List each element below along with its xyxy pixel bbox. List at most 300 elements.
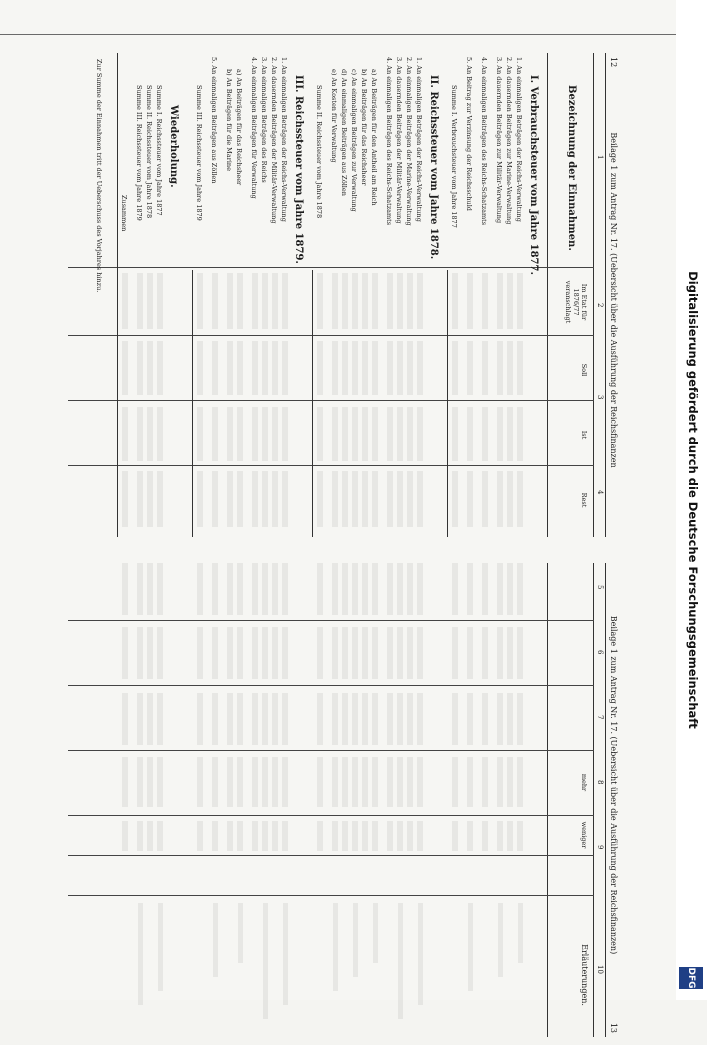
illegible-figure xyxy=(122,563,128,615)
illegible-figure xyxy=(467,821,473,851)
illegible-figure xyxy=(237,563,243,615)
illegible-figure xyxy=(362,627,368,679)
recap-line: Summe II. Reichssteuer vom Jahre 1878 xyxy=(145,85,153,219)
illegible-figure xyxy=(252,693,258,745)
illegible-figure xyxy=(197,563,203,615)
funding-note: Digitalisierung gefördert durch die Deutsche Forschungsgemeinschaft xyxy=(686,271,700,729)
illegible-figure xyxy=(407,273,413,329)
illegible-figure xyxy=(387,341,393,395)
illegible-figure xyxy=(417,693,423,745)
illegible-figure xyxy=(147,627,153,679)
illegible-figure xyxy=(362,757,368,807)
illegible-figure xyxy=(352,821,358,851)
illegible-figure xyxy=(157,693,163,745)
line-item: 3. An einmaligen Beträgen des Reichs xyxy=(260,57,268,183)
illegible-figure xyxy=(137,341,143,395)
illegible-figure xyxy=(317,693,323,745)
illegible-figure xyxy=(272,821,278,851)
illegible-figure xyxy=(317,821,323,851)
illegible-figure xyxy=(332,821,338,851)
illegible-figure xyxy=(157,471,163,527)
illegible-figure xyxy=(282,627,288,679)
illegible-figure xyxy=(227,273,233,329)
illegible-figure xyxy=(122,627,128,679)
illegible-figure xyxy=(122,693,128,745)
column-number: 6 xyxy=(596,650,604,655)
column-divider xyxy=(68,750,594,751)
column-number: 9 xyxy=(596,845,604,850)
illegible-figure xyxy=(387,407,393,461)
line-item: a) An Beiträgen für den Antheil am Reich xyxy=(370,69,378,206)
illegible-figure xyxy=(282,273,288,329)
illegible-figure xyxy=(122,471,128,527)
section-sum: Summe II. Reichssteuer vom Jahre 1878 xyxy=(315,85,323,219)
illegible-figure xyxy=(342,693,348,745)
illegible-figure xyxy=(212,693,218,745)
illegible-figure xyxy=(482,693,488,745)
illegible-figure xyxy=(352,341,358,395)
right-running-head xyxy=(607,567,618,1033)
header-bottom-rule xyxy=(547,563,548,1037)
left-page-number: 12 xyxy=(609,57,618,68)
illegible-figure xyxy=(407,821,413,851)
illegible-figure xyxy=(212,757,218,807)
right-page xyxy=(28,555,648,1045)
illegible-figure xyxy=(342,563,348,615)
line-item: 4. An einmaligen Beiträgen des Reichs-Schatzamts xyxy=(480,57,488,226)
illegible-figure xyxy=(272,273,278,329)
illegible-figure xyxy=(352,471,358,527)
erlaeuterungen-header: Erläuterungen. xyxy=(580,944,589,1006)
illegible-figure xyxy=(147,821,153,851)
illegible-figure xyxy=(372,757,378,807)
illegible-remark xyxy=(353,903,358,977)
illegible-figure xyxy=(212,273,218,329)
illegible-figure xyxy=(197,273,203,329)
illegible-remark xyxy=(418,903,423,1005)
illegible-figure xyxy=(282,407,288,461)
illegible-figure xyxy=(397,627,403,679)
illegible-figure xyxy=(362,471,368,527)
illegible-figure xyxy=(507,821,513,851)
illegible-figure xyxy=(157,821,163,851)
illegible-figure xyxy=(507,341,513,395)
illegible-figure xyxy=(122,757,128,807)
illegible-figure xyxy=(252,821,258,851)
illegible-figure xyxy=(272,693,278,745)
illegible-figure xyxy=(387,627,393,679)
illegible-figure xyxy=(407,471,413,527)
illegible-figure xyxy=(497,693,503,745)
illegible-figure xyxy=(317,757,323,807)
illegible-figure xyxy=(482,273,488,329)
illegible-figure xyxy=(517,627,523,679)
line-item: b) An Beiträgen für das Reichsheer xyxy=(360,69,368,186)
illegible-figure xyxy=(262,627,268,679)
illegible-figure xyxy=(237,273,243,329)
right-header-text: Beilage 1 zum Antrag Nr. 17. (Uebersicht über die Ausführung der Reichsfinanzen) xyxy=(609,615,618,955)
illegible-figure xyxy=(387,821,393,851)
illegible-figure xyxy=(482,627,488,679)
illegible-figure xyxy=(332,563,338,615)
illegible-figure xyxy=(497,471,503,527)
line-item: 2. An dauernden Beiträgen der Militär-Verwaltung xyxy=(270,57,278,224)
illegible-figure xyxy=(517,471,523,527)
recap-line: Summe I. Reichssteuer vom Jahre 1877 xyxy=(155,85,163,216)
illegible-figure xyxy=(397,693,403,745)
column-divider xyxy=(68,855,594,856)
illegible-figure xyxy=(372,407,378,461)
illegible-figure xyxy=(352,407,358,461)
column-divider xyxy=(68,335,594,336)
illegible-figure xyxy=(342,341,348,395)
illegible-figure xyxy=(272,407,278,461)
illegible-figure xyxy=(407,341,413,395)
illegible-figure xyxy=(317,273,323,329)
illegible-figure xyxy=(387,273,393,329)
illegible-remark xyxy=(213,903,218,977)
illegible-figure xyxy=(157,273,163,329)
illegible-figure xyxy=(452,407,458,461)
table-bottom-rule xyxy=(117,53,118,537)
illegible-figure xyxy=(362,407,368,461)
illegible-figure xyxy=(467,407,473,461)
illegible-figure xyxy=(262,821,268,851)
illegible-figure xyxy=(517,821,523,851)
column-number: 8 xyxy=(596,780,604,785)
illegible-figure xyxy=(197,471,203,527)
illegible-figure xyxy=(147,407,153,461)
illegible-figure xyxy=(237,627,243,679)
illegible-figure xyxy=(362,821,368,851)
illegible-figure xyxy=(282,757,288,807)
illegible-figure xyxy=(122,273,128,329)
column-number: 1 xyxy=(596,155,604,160)
column-number: 7 xyxy=(596,715,604,720)
illegible-figure xyxy=(237,407,243,461)
illegible-figure xyxy=(212,471,218,527)
table-top-rule xyxy=(605,53,606,537)
illegible-figure xyxy=(342,471,348,527)
dfg-logo xyxy=(679,967,703,989)
line-item: 3. An dauernden Beiträgen zur Militär-Verwaltung xyxy=(495,57,503,224)
illegible-figure xyxy=(507,407,513,461)
illegible-figure xyxy=(452,563,458,615)
illegible-figure xyxy=(497,563,503,615)
illegible-figure xyxy=(397,563,403,615)
illegible-figure xyxy=(237,471,243,527)
illegible-figure xyxy=(372,341,378,395)
section-sum: Summe III. Reichssteuer vom Jahre 1879 xyxy=(195,85,203,221)
illegible-figure xyxy=(317,471,323,527)
line-item: c) An einmaligen Beiträgen zur Verwaltung xyxy=(350,69,358,212)
line-item: 2. An dauernden Beiträgen zur Marine-Verwaltung xyxy=(505,57,513,225)
illegible-figure xyxy=(497,821,503,851)
illegible-figure xyxy=(317,407,323,461)
rotated-table-spread xyxy=(28,45,648,1045)
illegible-figure xyxy=(417,341,423,395)
illegible-figure xyxy=(507,471,513,527)
illegible-figure xyxy=(197,693,203,745)
illegible-figure xyxy=(282,693,288,745)
illegible-figure xyxy=(262,471,268,527)
illegible-figure xyxy=(282,341,288,395)
section-title: III. Reichssteuer vom Jahre 1879. xyxy=(293,75,304,264)
bezeichnung-header: Bezeichnung der Einnahmen. xyxy=(566,85,577,251)
illegible-figure xyxy=(397,471,403,527)
illegible-figure xyxy=(197,341,203,395)
rest-header: Rest xyxy=(580,492,588,508)
section-title: I. Verbrauchsteuer vom Jahre 1877. xyxy=(528,75,539,275)
illegible-figure xyxy=(497,273,503,329)
illegible-figure xyxy=(387,471,393,527)
illegible-figure xyxy=(262,407,268,461)
illegible-figure xyxy=(482,341,488,395)
illegible-figure xyxy=(157,407,163,461)
illegible-figure xyxy=(362,341,368,395)
illegible-figure xyxy=(417,273,423,329)
line-item: 5. An einmaligen Beiträgen aus Zöllen xyxy=(210,57,218,184)
illegible-figure xyxy=(517,341,523,395)
illegible-figure xyxy=(407,627,413,679)
illegible-figure xyxy=(227,471,233,527)
illegible-figure xyxy=(332,757,338,807)
illegible-figure xyxy=(352,627,358,679)
illegible-figure xyxy=(272,563,278,615)
illegible-figure xyxy=(317,627,323,679)
recap-title: Wiederholung. xyxy=(168,105,179,188)
line-item: 5. An Beitrag zur Verzinsung der Reichsschuld xyxy=(465,57,473,211)
illegible-figure xyxy=(212,627,218,679)
illegible-figure xyxy=(387,693,393,745)
illegible-figure xyxy=(227,407,233,461)
illegible-figure xyxy=(517,407,523,461)
illegible-figure xyxy=(252,627,258,679)
illegible-figure xyxy=(332,471,338,527)
illegible-figure xyxy=(352,693,358,745)
illegible-figure xyxy=(467,273,473,329)
illegible-figure xyxy=(372,273,378,329)
illegible-figure xyxy=(147,341,153,395)
illegible-figure xyxy=(282,563,288,615)
illegible-figure xyxy=(252,407,258,461)
line-item: 4. An einmaligen Beiträgen für Verwaltung xyxy=(250,57,258,199)
illegible-figure xyxy=(467,627,473,679)
illegible-figure xyxy=(397,341,403,395)
illegible-figure xyxy=(157,627,163,679)
illegible-figure xyxy=(482,563,488,615)
illegible-figure xyxy=(282,471,288,527)
column-divider xyxy=(68,895,594,896)
illegible-figure xyxy=(262,273,268,329)
illegible-figure xyxy=(417,563,423,615)
illegible-figure xyxy=(262,563,268,615)
line-item: 1. An einmaligen Beträgen der Reichs-Verwaltung xyxy=(415,57,423,222)
illegible-figure xyxy=(397,821,403,851)
illegible-remark xyxy=(238,903,243,963)
illegible-figure xyxy=(122,407,128,461)
soll-header: Soll xyxy=(580,363,588,377)
line-item: 2. An einmaligen Beiträgen der Marine-Verwaltung xyxy=(405,57,413,226)
illegible-figure xyxy=(252,757,258,807)
illegible-figure xyxy=(137,471,143,527)
illegible-figure xyxy=(197,627,203,679)
illegible-figure xyxy=(252,273,258,329)
illegible-figure xyxy=(147,693,153,745)
illegible-figure xyxy=(137,757,143,807)
illegible-figure xyxy=(482,471,488,527)
illegible-figure xyxy=(262,341,268,395)
illegible-figure xyxy=(417,757,423,807)
illegible-figure xyxy=(147,563,153,615)
illegible-figure xyxy=(137,407,143,461)
illegible-figure xyxy=(507,273,513,329)
illegible-figure xyxy=(157,341,163,395)
illegible-figure xyxy=(452,273,458,329)
mehr-header: mehr xyxy=(580,773,588,792)
page-top-edge xyxy=(0,34,707,35)
illegible-figure xyxy=(467,341,473,395)
footnote: Zur Summe der Einnahmen tritt der Ueberschuss des Vorjahres hinzu. xyxy=(95,59,103,293)
illegible-figure xyxy=(397,407,403,461)
column-divider xyxy=(68,815,594,816)
illegible-figure xyxy=(507,693,513,745)
illegible-figure xyxy=(237,821,243,851)
illegible-figure xyxy=(342,273,348,329)
illegible-figure xyxy=(352,563,358,615)
line-item: a) An Beiträgen für das Reichsheer xyxy=(235,69,243,186)
illegible-figure xyxy=(372,563,378,615)
illegible-figure xyxy=(147,273,153,329)
illegible-figure xyxy=(352,757,358,807)
illegible-figure xyxy=(262,757,268,807)
column-number: 10 xyxy=(596,965,604,974)
illegible-figure xyxy=(397,273,403,329)
illegible-figure xyxy=(157,563,163,615)
illegible-figure xyxy=(497,341,503,395)
illegible-figure xyxy=(467,757,473,807)
illegible-figure xyxy=(332,341,338,395)
illegible-figure xyxy=(387,563,393,615)
illegible-figure xyxy=(452,693,458,745)
column-number-rule xyxy=(593,563,594,1037)
illegible-figure xyxy=(372,627,378,679)
column-number: 4 xyxy=(596,490,604,495)
illegible-figure xyxy=(237,693,243,745)
illegible-figure xyxy=(407,757,413,807)
illegible-figure xyxy=(407,693,413,745)
illegible-figure xyxy=(272,757,278,807)
illegible-figure xyxy=(197,757,203,807)
illegible-figure xyxy=(317,341,323,395)
illegible-figure xyxy=(212,563,218,615)
illegible-figure xyxy=(517,693,523,745)
illegible-figure xyxy=(272,627,278,679)
sum-rule xyxy=(312,270,313,537)
line-item: 3. An dauernden Beiträgen der Militär-Verwaltung xyxy=(395,57,403,224)
illegible-figure xyxy=(452,821,458,851)
illegible-remark xyxy=(518,903,523,963)
illegible-figure xyxy=(362,273,368,329)
illegible-remark xyxy=(158,903,163,991)
illegible-figure xyxy=(467,563,473,615)
illegible-figure xyxy=(507,627,513,679)
illegible-figure xyxy=(387,757,393,807)
illegible-figure xyxy=(147,471,153,527)
illegible-figure xyxy=(362,563,368,615)
illegible-figure xyxy=(452,757,458,807)
illegible-figure xyxy=(197,821,203,851)
illegible-figure xyxy=(352,273,358,329)
recap-total-label: Zusammen xyxy=(120,195,128,232)
illegible-figure xyxy=(452,627,458,679)
illegible-figure xyxy=(332,693,338,745)
illegible-figure xyxy=(227,563,233,615)
illegible-figure xyxy=(342,407,348,461)
illegible-figure xyxy=(517,563,523,615)
illegible-figure xyxy=(137,273,143,329)
illegible-figure xyxy=(417,821,423,851)
column-number: 2 xyxy=(596,303,604,308)
illegible-figure xyxy=(122,821,128,851)
etat-header: Im Etat für 1876/77 veranschlagt xyxy=(564,280,588,324)
column-number: 5 xyxy=(596,585,604,590)
illegible-figure xyxy=(517,273,523,329)
recap-line: Summe III. Reichssteuer vom Jahre 1879 xyxy=(135,85,143,221)
illegible-figure xyxy=(272,341,278,395)
illegible-figure xyxy=(237,757,243,807)
line-item: d) An einmaligen Beiträgen aus Zöllen xyxy=(340,69,348,196)
illegible-figure xyxy=(482,821,488,851)
illegible-figure xyxy=(137,693,143,745)
illegible-figure xyxy=(137,627,143,679)
column-number: 3 xyxy=(596,395,604,400)
illegible-figure xyxy=(147,757,153,807)
illegible-figure xyxy=(342,821,348,851)
illegible-figure xyxy=(517,757,523,807)
illegible-remark xyxy=(263,903,268,1019)
section-title: II. Reichssteuer vom Jahre 1878. xyxy=(428,75,439,260)
illegible-remark xyxy=(498,903,503,977)
illegible-figure xyxy=(497,757,503,807)
illegible-remark xyxy=(283,903,288,1005)
left-page xyxy=(28,45,648,545)
left-running-head xyxy=(607,57,618,533)
column-divider xyxy=(68,465,594,466)
line-item: b) An Beiträgen für die Marine xyxy=(225,69,233,171)
sum-rule xyxy=(447,270,448,537)
line-item: 4. An einmaligen Beiträgen des Reichs-Schatzamts xyxy=(385,57,393,226)
illegible-figure xyxy=(197,407,203,461)
illegible-figure xyxy=(137,821,143,851)
illegible-figure xyxy=(252,471,258,527)
illegible-figure xyxy=(212,341,218,395)
illegible-figure xyxy=(227,341,233,395)
illegible-figure xyxy=(227,693,233,745)
left-header-text: Beilage 1 zum Antrag Nr. 17. (Uebersicht über die Ausführung der Reichsfinanzen xyxy=(609,132,618,468)
illegible-figure xyxy=(272,471,278,527)
illegible-figure xyxy=(227,757,233,807)
right-page-number: 13 xyxy=(609,1022,618,1033)
illegible-figure xyxy=(372,821,378,851)
illegible-figure xyxy=(417,407,423,461)
illegible-figure xyxy=(342,757,348,807)
illegible-figure xyxy=(237,341,243,395)
illegible-figure xyxy=(137,563,143,615)
illegible-figure xyxy=(467,471,473,527)
illegible-figure xyxy=(252,341,258,395)
illegible-figure xyxy=(417,471,423,527)
